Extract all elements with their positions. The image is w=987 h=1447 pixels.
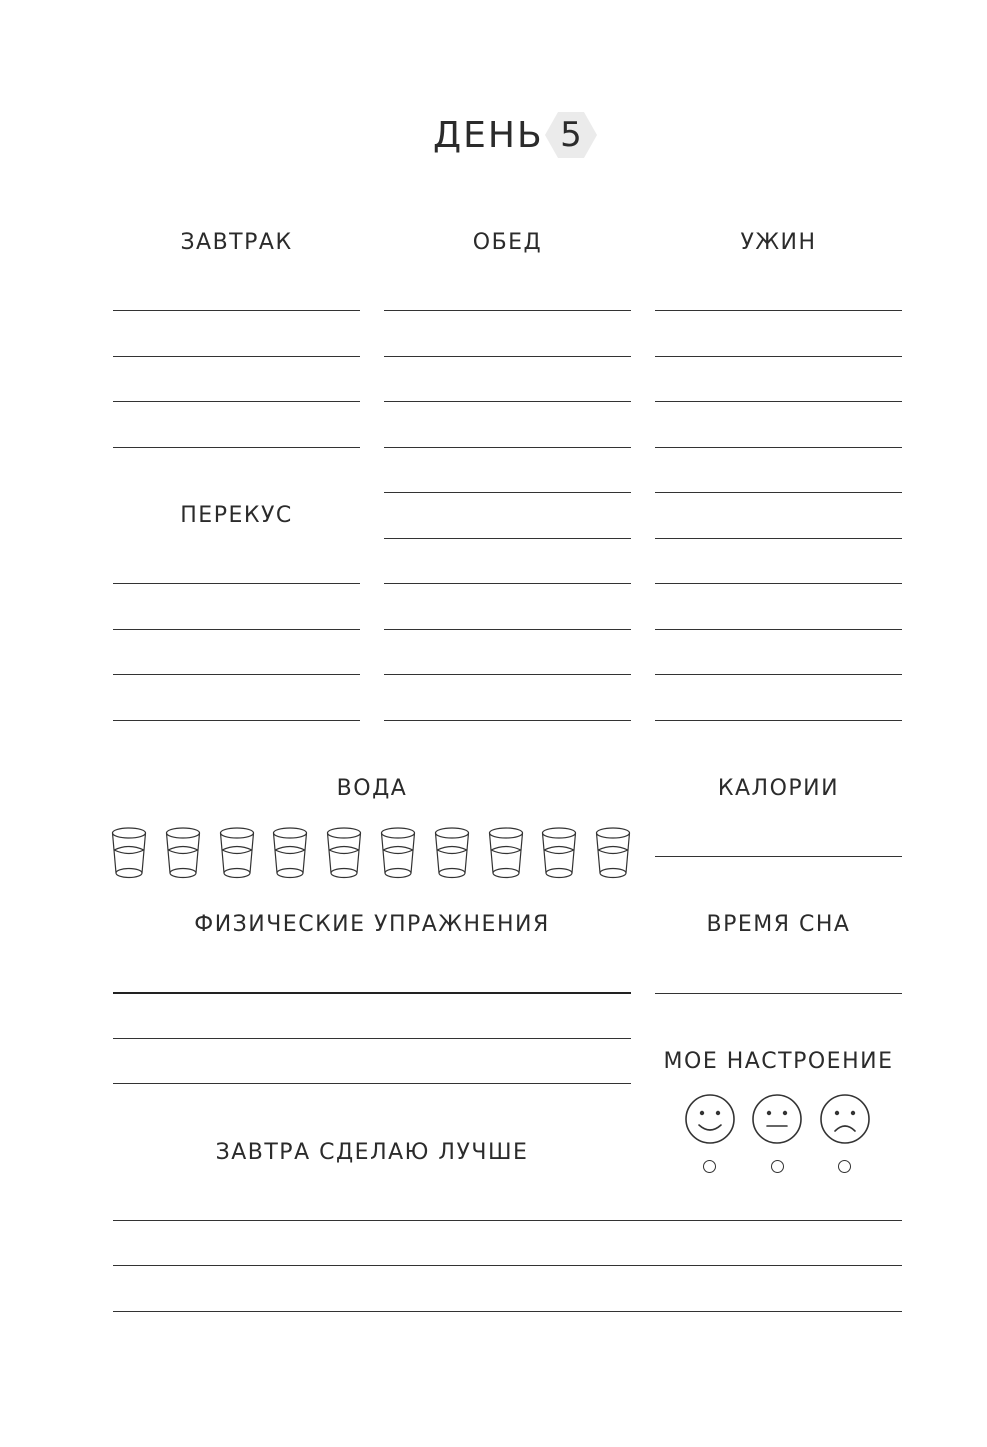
exercise-line[interactable] [113,1083,631,1084]
dinner-line[interactable] [655,674,902,675]
dinner-line[interactable] [655,447,902,448]
neutral-face-icon [751,1093,803,1145]
breakfast-heading: ЗАВТРАК [180,230,293,255]
snack-line[interactable] [113,720,360,721]
sleep-line[interactable] [655,993,902,994]
dinner-line[interactable] [655,310,902,311]
dinner-line[interactable] [655,492,902,493]
lunch-line[interactable] [384,629,631,630]
mood-radio-sad[interactable] [838,1160,851,1173]
breakfast-line[interactable] [113,356,360,357]
water-glass-icon[interactable] [326,826,362,880]
snack-line[interactable] [113,629,360,630]
water-glass-icon[interactable] [434,826,470,880]
snack-line[interactable] [113,583,360,584]
lunch-line[interactable] [384,583,631,584]
lunch-line[interactable] [384,447,631,448]
water-glass-icon[interactable] [541,826,577,880]
snack-line[interactable] [113,674,360,675]
exercise-line[interactable] [113,1038,631,1039]
breakfast-line[interactable] [113,447,360,448]
mood-heading: МОЕ НАСТРОЕНИЕ [663,1049,894,1074]
dinner-line[interactable] [655,720,902,721]
day-number: 5 [560,115,582,155]
happy-face-icon [684,1093,736,1145]
water-glass-icon[interactable] [111,826,147,880]
calories-heading: КАЛОРИИ [717,776,840,801]
dinner-line[interactable] [655,629,902,630]
lunch-line[interactable] [384,401,631,402]
water-heading: ВОДА [336,776,408,801]
exercise-line[interactable] [113,992,631,994]
breakfast-line[interactable] [113,310,360,311]
dinner-line[interactable] [655,583,902,584]
sleep-heading: ВРЕМЯ СНА [706,912,851,937]
lunch-line[interactable] [384,492,631,493]
tomorrow-line[interactable] [113,1311,902,1312]
exercise-heading: ФИЗИЧЕСКИЕ УПРАЖНЕНИЯ [194,912,550,937]
water-glass-icon[interactable] [488,826,524,880]
dinner-line[interactable] [655,538,902,539]
lunch-line[interactable] [384,674,631,675]
mood-radio-happy[interactable] [703,1160,716,1173]
tomorrow-line[interactable] [113,1220,902,1221]
water-glass-icon[interactable] [272,826,308,880]
water-glass-icon[interactable] [380,826,416,880]
tomorrow-heading: ЗАВТРА СДЕЛАЮ ЛУЧШЕ [215,1140,529,1165]
calories-line[interactable] [655,856,902,857]
dinner-heading: УЖИН [740,230,817,255]
sad-face-icon [819,1093,871,1145]
water-glass-icon[interactable] [219,826,255,880]
dinner-line[interactable] [655,401,902,402]
dinner-line[interactable] [655,356,902,357]
lunch-line[interactable] [384,538,631,539]
page-title: ДЕНЬ [433,115,544,156]
snack-heading: ПЕРЕКУС [180,503,293,528]
lunch-line[interactable] [384,720,631,721]
water-glass-icon[interactable] [165,826,201,880]
breakfast-line[interactable] [113,401,360,402]
mood-radio-neutral[interactable] [771,1160,784,1173]
page-header [0,112,987,164]
tomorrow-line[interactable] [113,1265,902,1266]
lunch-line[interactable] [384,310,631,311]
lunch-line[interactable] [384,356,631,357]
water-glass-icon[interactable] [595,826,631,880]
lunch-heading: ОБЕД [472,230,543,255]
